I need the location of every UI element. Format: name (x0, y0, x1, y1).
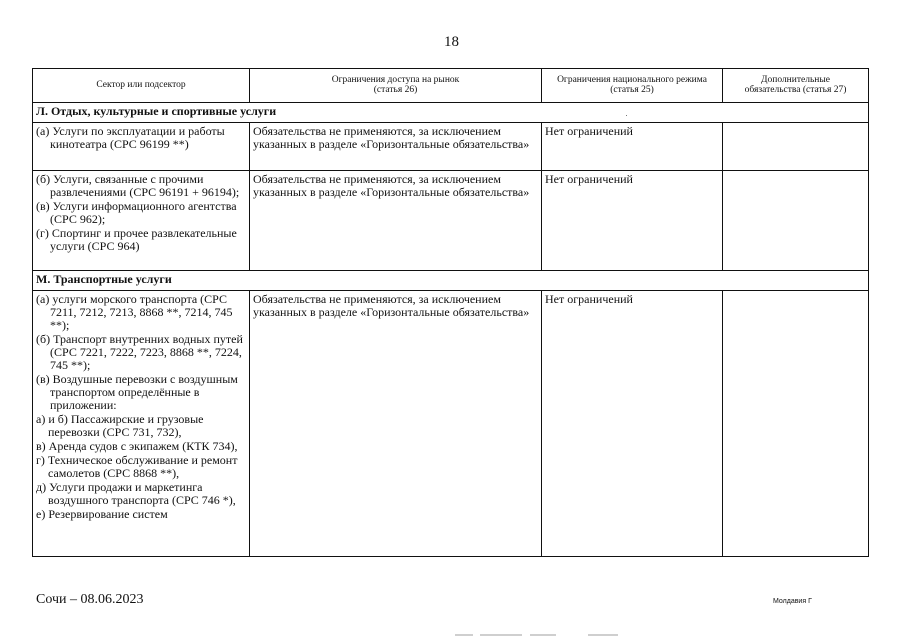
market-access-cell: Обязательства не применяются, за исключением указанных в разделе «Горизонтальные обязательства» (250, 171, 542, 271)
sector-item: д) Услуги продажи и маркетинга воздушного транспорта (СРС 746 *), (36, 480, 236, 507)
header-market-access (250, 69, 542, 103)
sector-item: (в) Услуги информационного агентства (СРС 962); (36, 199, 237, 226)
header-national-treatment-article: (статья 25) (610, 85, 654, 95)
header-sector-label: Сектор или подсектор (96, 79, 186, 90)
national-treatment-cell: Нет ограничений (542, 123, 723, 171)
section-title-l: Л. Отдых, культурные и спортивные услуги (33, 103, 869, 123)
sector-item: (г) Спортинг и прочее развлекательные услуги (СРС 964) (36, 226, 237, 253)
sector-item: (а) Услуги по эксплуатации и работы кинотеатра (СРС 96199 **) (36, 124, 225, 151)
header-additional-article: обязательства (статья 27) (744, 85, 847, 95)
table-row (33, 123, 869, 171)
sector-item: а) и б) Пассажирские и грузовые перевозки (СРС 731, 732), (36, 412, 204, 439)
header-additional (723, 69, 869, 103)
sector-item: (б) Услуги, связанные с прочими развлечениями (СРС 96191 + 96194); (36, 172, 240, 199)
scan-artifact (530, 634, 556, 636)
table-header-row (33, 69, 869, 103)
header-additional-label: Дополнительные (761, 74, 830, 85)
sector-cell (33, 123, 250, 171)
table-row (33, 291, 869, 557)
commitments-table (32, 68, 869, 557)
sector-item: г) Техническое обслуживание и ремонт самолетов (СРС 8868 **), (36, 453, 238, 480)
additional-cell (723, 123, 869, 171)
scan-artifact (455, 634, 473, 636)
market-access-cell: Обязательства не применяются, за исключением указанных в разделе «Горизонтальные обязательства» (250, 291, 542, 557)
footer-document-code: Молдавия Г (773, 598, 812, 605)
sector-item: (б) Транспорт внутренних водных путей (СРС 7221, 7222, 7223, 8868 **, 7224, 745 **); (36, 332, 243, 372)
sector-cell (33, 171, 250, 271)
sector-item: в) Аренда судов с экипажем (КТК 734), (36, 439, 238, 453)
market-access-cell: Обязательства не применяются, за исключением указанных в разделе «Горизонтальные обязательства» (250, 123, 542, 171)
sector-item: (а) услуги морского транспорта (СРС 7211, 7212, 7213, 8868 **, 7214, 745 **); (36, 292, 233, 332)
section-row-m (33, 271, 869, 291)
sector-cell (33, 291, 250, 557)
sector-item: е) Резервирование систем (36, 507, 168, 521)
section-title-m: М. Транспортные услуги (33, 271, 869, 291)
national-treatment-cell: Нет ограничений (542, 291, 723, 557)
header-national-treatment (542, 69, 723, 103)
header-market-access-article: (статья 26) (373, 85, 418, 95)
additional-cell (723, 171, 869, 271)
scan-artifact (588, 634, 618, 636)
additional-cell (723, 291, 869, 557)
table-row (33, 171, 869, 271)
national-treatment-cell: Нет ограничений (542, 171, 723, 271)
header-national-treatment-label: Ограничения национального режима (557, 74, 707, 85)
footer-location-date: Сочи – 08.06.2023 (36, 592, 144, 607)
scan-speck (626, 115, 627, 116)
header-market-access-label: Ограничения доступа на рынок (331, 74, 460, 85)
scan-artifact (480, 634, 522, 636)
header-sector (33, 69, 250, 103)
sector-item: (в) Воздушные перевозки с воздушным транспортом определённые в приложении: (36, 372, 238, 412)
section-row-l (33, 103, 869, 123)
page-number: 18 (444, 34, 459, 50)
